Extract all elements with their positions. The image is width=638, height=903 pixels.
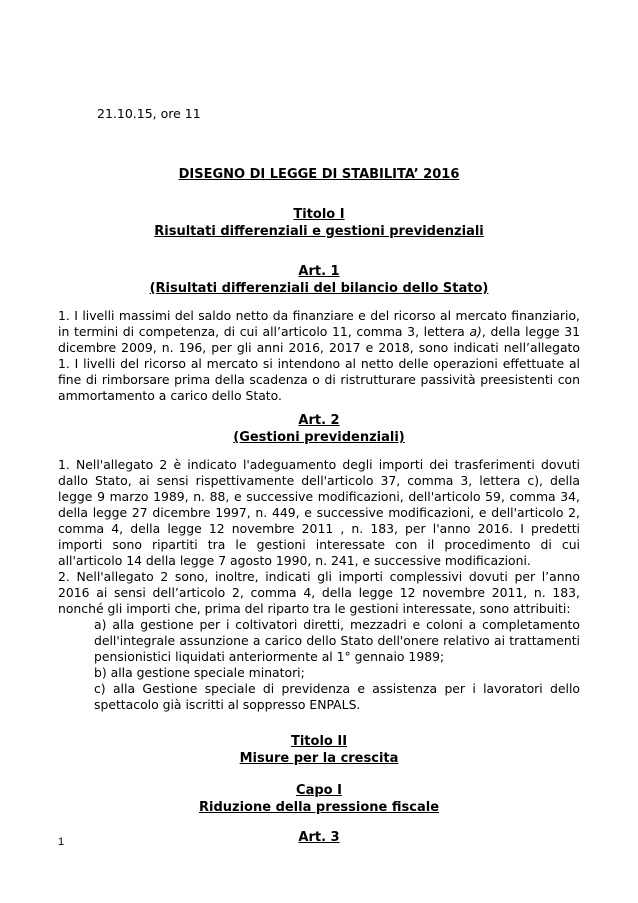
art-2-heading: (Gestioni previdenziali) xyxy=(233,430,405,445)
art-1-paragraph xyxy=(58,308,580,404)
art-2-item-b: b) alla gestione speciale minatori; xyxy=(94,665,305,680)
titolo-1-label: Titolo I xyxy=(293,207,345,222)
art-3-label: Art. 3 xyxy=(298,830,340,845)
art-2-item-c: c) alla Gestione speciale di previdenza e assistenza per i lavoratori dello spettacolo già iscritti al soppresso ENPALS. xyxy=(94,681,580,712)
capo-1-label: Capo I xyxy=(296,783,342,798)
art-1-label: Art. 1 xyxy=(298,264,340,279)
art-2-paragraph-1: 1. Nell'allegato 2 è indicato l'adeguamento degli importi dei trasferimenti dovuti dallo Stato, ai sensi rispettivamente dell'articolo 37, comma 3, lettera c), della legge 9 marzo 1989, n. 88, e successive modificazioni, dell'articolo 59, comma 34, della legge 27 dicembre 1997, n. 449, e successive modificazioni, e dell'articolo 2, comma 4, della legge 12 novembre 2011 , n. 183, per l'anno 2016. I predetti importi sono ripartiti tra le gestioni interessate con il procedimento di cui all'articolo 14 della legge 7 agosto 1990, n. 241, e successive modificazioni. xyxy=(58,457,580,568)
art-2-paragraph-2: 2. Nell'allegato 2 sono, inoltre, indicati gli importi complessivi dovuti per l’anno 2016 ai sensi dell’articolo 2, comma 4, della legge 12 novembre 2011, n. 183, nonché gli importi che, prima del riparto tra le gestioni interessate, sono attribuiti: xyxy=(58,569,580,616)
art-1-paragraph-1 xyxy=(58,308,580,404)
art-1-text-b: , della legge 31 dicembre 2009, n. 196, per gli anni 2016, 2017 e 2018, sono indicati nell’allegato 1. I livelli del ricorso al mercato si intendono al netto delle operazioni effettuate al fine di rimborsare prima della scadenza o di ristrutturare passività preesistenti con ammortamento a carico dello Stato. xyxy=(58,324,580,403)
titolo-1-heading: Risultati differenziali e gestioni previdenziali xyxy=(154,224,484,239)
art-1-heading: (Risultati differenziali del bilancio dello Stato) xyxy=(149,281,489,296)
art-2-label: Art. 2 xyxy=(298,413,340,428)
art-1-text-a: 1. I livelli massimi del saldo netto da finanziare e del ricorso al mercato finanziario, in termini di competenza, di cui all’articolo 11, comma 3, lettera xyxy=(58,308,580,339)
art-1-text-italic: a) xyxy=(469,324,482,339)
page-number: 1 xyxy=(58,836,65,848)
art-2-item-a: a) alla gestione per i coltivatori diretti, mezzadri e coloni a completamento dell'integrale assunzione a carico dello Stato dell'onere relativo ai trattamenti pensionistici liquidati anteriormente al 1° gennaio 1989; xyxy=(94,617,580,664)
capo-1-heading: Riduzione della pressione fiscale xyxy=(198,800,440,815)
document-title: DISEGNO DI LEGGE DI STABILITA’ 2016 xyxy=(178,167,460,182)
titolo-2-heading: Misure per la crescita xyxy=(239,751,399,766)
art-2-body xyxy=(58,457,580,713)
titolo-2-label: Titolo II xyxy=(290,734,348,749)
document-date: 21.10.15, ore 11 xyxy=(97,106,201,121)
